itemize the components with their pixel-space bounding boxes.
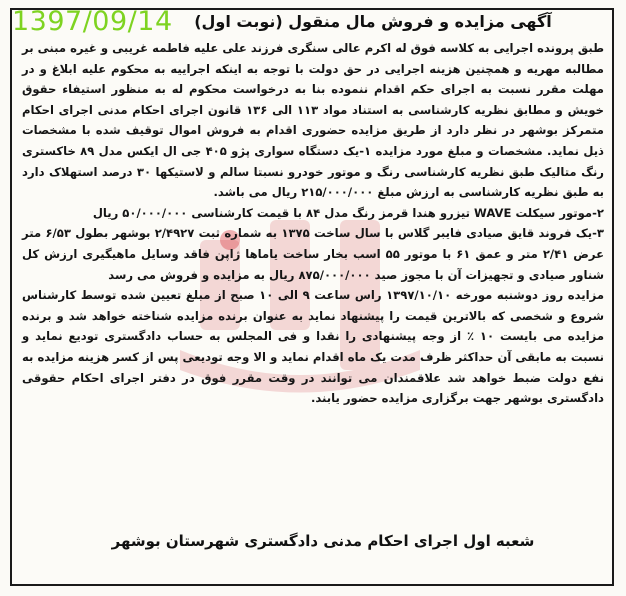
paragraph-auction-terms: مزایده روز دوشنبه مورخه ۱۳۹۷/۱۰/۱۰ راس ساعت ۹ الی ۱۰ صبح از مبلغ تعیین شده توسط کارشناس شروع و شخصی که بالاترین قیمت را پیشنهاد نماید به عنوان برنده مزایده شناخته خواهد شد و برنده مزایده می بایست ۱۰ ٪ از وجه پیشنهادی را نقدا و فی المجلس به حساب دادگستری تودیع نماید و نسبت به مابقی آن حداکثر ظرف مدت یک ماه اقدام نماید و الا وجه تودیعی پس از کسر هزینه مزایده به نفع دولت ضبط خواهد شد علاقمندان می توانند در وقت مقرر فوق در دفتر اجرای احکام حقوقی دادگستری بوشهر جهت برگزاری مزایده حضور یابند. xyxy=(22,288,604,406)
date-stamp: 1397/09/14 xyxy=(12,6,173,37)
paragraph-item-3: ۳-یک فروند قایق صیادی فایبر گلاس با سال ساخت ۱۳۷۵ به شماره ثبت ۲/۴۹۲۷ بوشهر بطول ۶/۵۳ متر عرض ۲/۴۱ متر و عمق ۶۱ با موتور ۵۵ اسب بخار ساخت یاماها ژاپن فاقد وسایل ماهیگیری ارزش کل شناور صیادی و تجهیزات آن با مجوز صید ۸۷۵/۰۰۰/۰۰۰ ریال به مزایده و فروش می رسد xyxy=(22,226,605,282)
notice-body xyxy=(22,38,604,409)
issuer-signature: شعبه اول اجرای احکام مدنی دادگستری شهرستان بوشهر xyxy=(111,532,535,550)
paragraph-item-2: ۲-موتور سیکلت WAVE تیزرو هندا قرمز رنگ مدل ۸۴ با قیمت کارشناسی ۵۰/۰۰۰/۰۰۰ ریال xyxy=(92,205,604,220)
notice-title: آگهی مزایده و فروش مال منقول (نوبت اول) xyxy=(194,12,552,31)
paragraph-intro: طبق پرونده اجرایی به کلاسه فوق له اکرم عالی سنگری فرزند علی علیه فاطمه غریبی و غیره مبنی بر مطالبه مهریه و همچنین هزینه اجرایی در حق دولت با توجه به اینکه اجراییه به محکوم علیه ابلاغ و در مهلت مقرر نسبت به اجرای حکم اقدام ننموده بنا به درخواست محکوم له به منظور استیفاء حقوق خویش و مطابق نظریه کارشناسی به استناد مواد ۱۱۳ الی ۱۳۶ قانون اجرای احکام مدنی اجرای احکام متمرکز بوشهر در نظر دارد از طریق مزایده حضوری اقدام به فروش اموال توقیف شده با مشخصات ذیل نماید. مشخصات و مبلغ مورد مزایده ۱-یک دستگاه سواری پژو ۴۰۵ جی ال ایکس مدل ۸۹ خاکستری رنگ متالیک طبق نظریه کارشناسی رنگ و موتور خودرو نسبتا سالم و لاستیکها ۳۰ درصد استهلاک دارد به طبق نظریه کارشناسی به ارزش مبلغ ۲۱۵/۰۰۰/۰۰۰ ریال می باشد. xyxy=(22,41,604,200)
